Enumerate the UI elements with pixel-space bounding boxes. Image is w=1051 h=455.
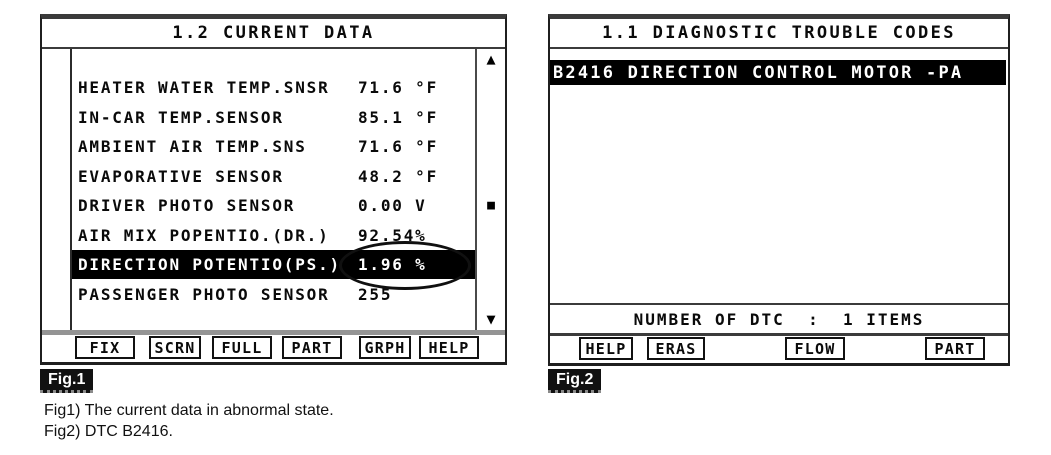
row-label: DIRECTION POTENTIO(PS.) [78, 255, 341, 274]
fig1-title: 1.2 CURRENT DATA [172, 23, 375, 43]
eras-button[interactable]: ERAS [647, 337, 705, 360]
row-value: 48.2 °F [358, 167, 439, 186]
dtc-count-bar [550, 303, 1008, 336]
part-button[interactable]: PART [282, 336, 342, 359]
fig1-label: Fig.1 [40, 369, 93, 393]
fig1-softkey-bar [42, 335, 505, 362]
row-label: IN-CAR TEMP.SENSOR [78, 108, 284, 127]
data-row[interactable] [72, 132, 475, 161]
fig2-caption: Fig2) DTC B2416. [44, 423, 173, 440]
row-value: 71.6 °F [358, 78, 439, 97]
row-label: DRIVER PHOTO SENSOR [78, 196, 296, 215]
flow-button[interactable]: FLOW [785, 337, 845, 360]
help-button[interactable]: HELP [579, 337, 633, 360]
row-label: HEATER WATER TEMP.SNSR [78, 78, 330, 97]
figure-captions [44, 400, 334, 442]
fig2-title: 1.1 DIAGNOSTIC TROUBLE CODES [602, 23, 956, 43]
data-row[interactable] [72, 191, 475, 220]
row-label: AIR MIX POPENTIO.(DR.) [78, 226, 330, 245]
row-value: 92.54% [358, 226, 427, 245]
data-row[interactable] [72, 221, 475, 250]
scroll-up-icon[interactable]: ▲ [486, 50, 496, 68]
help-button[interactable]: HELP [419, 336, 479, 359]
scroll-thumb-icon[interactable]: ■ [487, 198, 495, 213]
row-label: EVAPORATIVE SENSOR [78, 167, 284, 186]
dtc-count-text: NUMBER OF DTC : 1 ITEMS [633, 309, 925, 329]
row-value: 71.6 °F [358, 137, 439, 156]
full-button[interactable]: FULL [212, 336, 272, 359]
data-row[interactable] [72, 73, 475, 102]
row-value: 85.1 °F [358, 108, 439, 127]
row-label: AMBIENT AIR TEMP.SNS [78, 137, 307, 156]
fig2-label: Fig.2 [548, 369, 601, 393]
dtc-screen [548, 14, 1010, 366]
part-button[interactable]: PART [925, 337, 985, 360]
data-row[interactable] [72, 103, 475, 132]
row-value: 0.00 V [358, 196, 427, 215]
fig2-softkey-bar [550, 336, 1008, 363]
fig1-scrollbar[interactable] [475, 49, 505, 330]
dtc-row-highlighted[interactable]: B2416 DIRECTION CONTROL MOTOR -PA [550, 60, 1006, 85]
row-label: PASSENGER PHOTO SENSOR [78, 285, 330, 304]
row-value: 255 [358, 285, 393, 304]
grph-button[interactable]: GRPH [359, 336, 411, 359]
fig2-body [550, 49, 1008, 303]
fix-button[interactable]: FIX [75, 336, 135, 359]
fig1-title-bar [42, 19, 505, 49]
scrn-button[interactable]: SCRN [149, 336, 201, 359]
current-data-screen [40, 14, 507, 365]
data-row[interactable] [72, 280, 475, 309]
scroll-down-icon[interactable]: ▼ [486, 310, 496, 328]
data-row-highlighted[interactable] [72, 250, 475, 279]
fig2-title-bar [550, 19, 1008, 49]
row-value: 1.96 % [358, 255, 427, 274]
fig1-caption: Fig1) The current data in abnormal state. [44, 402, 334, 419]
data-row[interactable] [72, 162, 475, 191]
fig1-body [42, 49, 505, 335]
